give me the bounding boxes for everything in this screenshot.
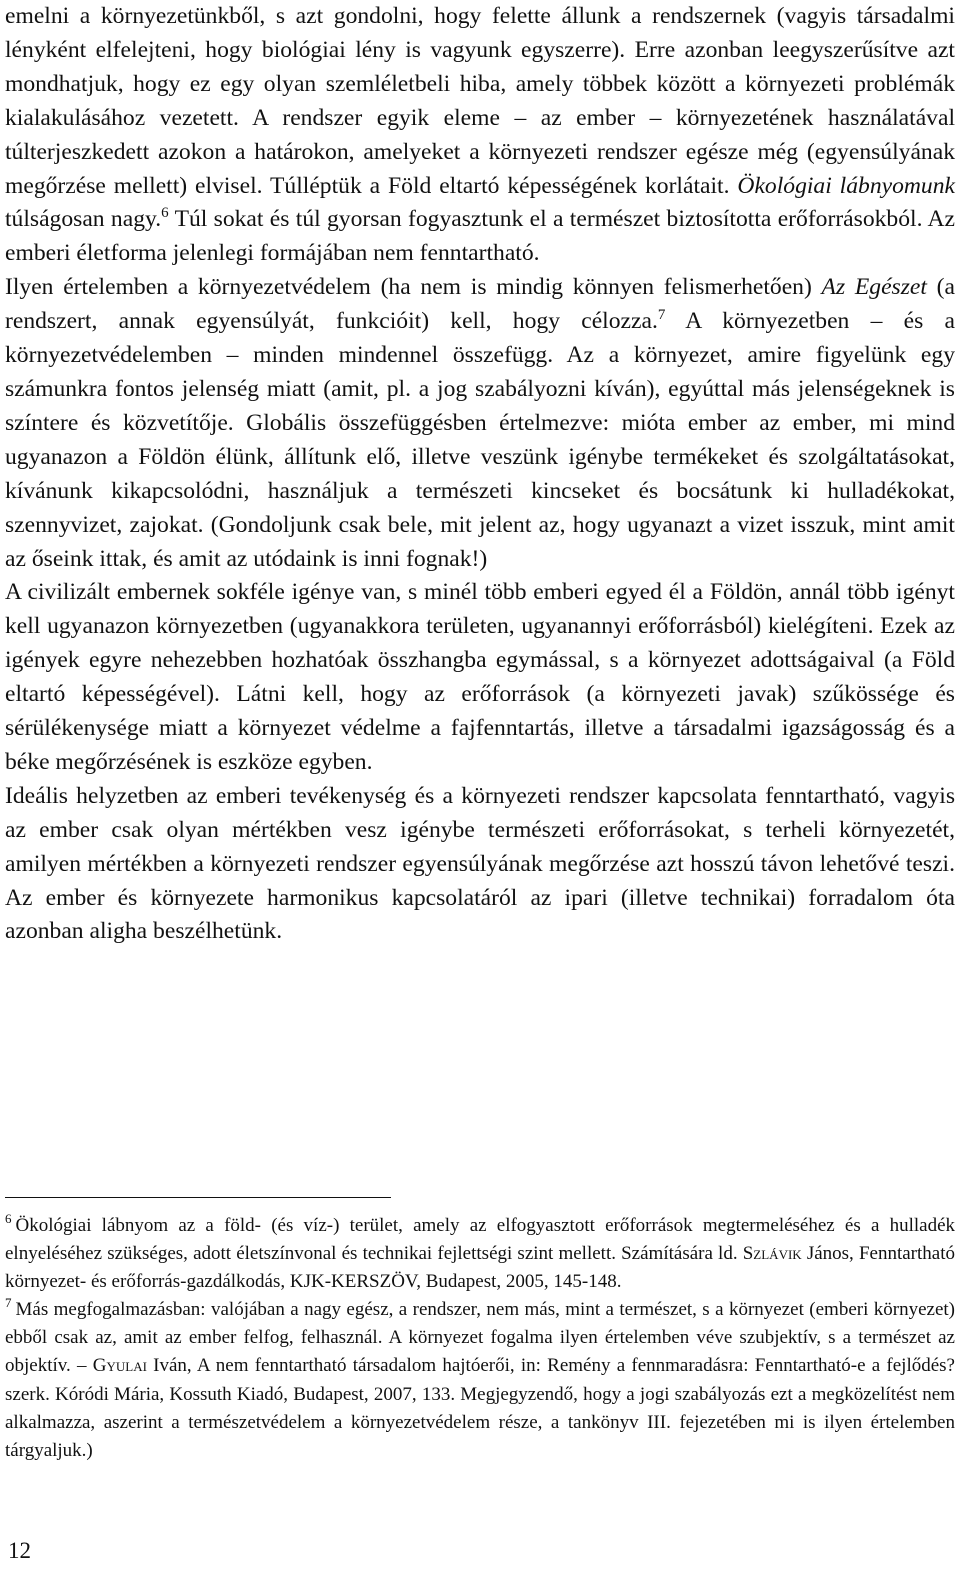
text-run: Ilyen értelemben a környezetvédelem (ha nem is mindig könnyen felismerhetően) <box>5 274 822 301</box>
footnotes <box>5 1212 955 1465</box>
text-run: Ökológiai lábnyom az a föld- (és víz-) terület, amely az elfogyasztott erőforrások megtermeléséhez és a hulladék elnyeléséhez szükséges, adott életszínvonal és technikai fejlettségi szint mellett. Számítására ld. <box>5 1215 955 1265</box>
text-run: (a rendszert, annak egyensúlyát, funkcióit) kell, hogy célozza. <box>5 274 955 335</box>
italic-term: Az Egészet <box>821 274 927 301</box>
paragraph-4 <box>5 780 955 950</box>
author-name: Szlávik <box>742 1243 802 1265</box>
footnote-separator <box>5 1197 391 1198</box>
italic-term: Ökológiai lábnyomunk <box>737 172 955 199</box>
text-run: Túl sokat és túl gyorsan fogyasztunk el a természet biztosította erőforrásokból. Az emberi életforma jelenlegi formájában nem fenntartható. <box>5 206 956 267</box>
main-text <box>5 0 955 949</box>
footnote-reference[interactable]: 7 <box>657 307 666 324</box>
text-run: A környezetben – és a környezetvédelemben – minden mindennel összefügg. Az a környezet, amire figyelünk egy számunkra fontos jelenség miatt (amit, pl. a jog szabályozni kíván), egyúttal más jelenségeknek is színtere és közvetítője. Globális összefüggésben értelmezve: mióta ember az ember, mi mind ugyanazon a Földön élünk, állítunk elő, illetve veszünk igénybe termékeket és szolgáltatásokat, kívánunk kikapcsolódni, használjuk a természeti kincseket és bocsátunk ki hulladékokat, szennyvizet, zajokat. (Gondoljunk csak bele, mit jelent az, hogy ugyanazt a vizet isszuk, mint amit az őseink ittak, és amit az utódaink is inni fognak!) <box>5 308 955 572</box>
text-run: túlságosan nagy. <box>5 206 162 233</box>
paragraph-1 <box>5 0 955 271</box>
text-run: A civilizált embernek sokféle igénye van, s minél több emberi egyed él a Földön, annál több igényt kell ugyanazon környezetben (ugyanakkora területen, ugyanannyi erőforrásból) kielégíteni. Ezek az igények egyre nehezebben hozhatóak összhangba egymással, s a környezet adottságaival (a Föld eltartó képességével). Látni kell, hogy az erőforrások (a környezeti javak) szűkössége és sérülékenysége miatt a környezet védelme a fajfenntartás, illetve a társadalmi igazságosság és a béke megőrzésének is eszköze egyben. <box>5 579 955 775</box>
footnote-6 <box>5 1212 955 1296</box>
paragraph-3 <box>5 576 955 779</box>
text-run: emelni a környezetünkből, s azt gondolni, hogy felette állunk a rendszernek (vagyis társadalmi lényként elfelejteni, hogy biológiai lény is vagyunk egyszerre). Erre azonban leegyszerűsítve azt mondhatjuk, hogy ez egy olyan szemléletbeli hiba, amely többek között a környezeti problémák kialakulásához vezetett. A rendszer egyik eleme – az ember – környezetének használatával túlterjeszkedett azokon a határokon, amelyeket a környezeti rendszer egésze még (egyensúlyának megőrzése mellett) elvisel. Túlléptük a Föld eltartó képességének korlátait. <box>5 3 955 199</box>
paragraph-2 <box>5 271 955 576</box>
footnote-number: 6 <box>5 1211 12 1226</box>
page-number: 12 <box>8 1538 31 1563</box>
footnote-number: 7 <box>5 1295 12 1311</box>
page-body <box>5 0 955 949</box>
text-run: Iván, A nem fenntartható társadalom hajtóerői, in: Remény a fennmaradásra: Fenntartható-e a fejlődés? szerk. Kóródi Mária, Kossuth Kiadó, Budapest, 2007, 133. Megjegyzendő, hogy a jogi szabályozás ezt a megközelítést nem alkalmazza, aszerint a természetvédelem a környezetvédelem része, a tankönyv III. fejezetében mi is ilyen értelemben tárgyaljuk.) <box>5 1355 955 1461</box>
author-name: Gyulai <box>92 1355 147 1377</box>
text-run: Ideális helyzetben az emberi tevékenység és a környezeti rendszer kapcsolata fenntartható, vagyis az ember csak olyan mértékben vesz igénybe természeti erőforrásokat, s terheli környezetét, amilyen mértékben a környezeti rendszer egyensúlyának megőrzése azt hosszú távon lehetővé teszi. Az ember és környezete harmonikus kapcsolatáról az ipari (illetve technikai) forradalom óta azonban aligha beszélhetünk. <box>5 782 955 945</box>
text-run: János, Fenntartható környezet- és erőforrás-gazdálkodás, KJK-KERSZÖV, Budapest, 2005, 145-148. <box>5 1243 955 1293</box>
footnote-7 <box>5 1296 955 1465</box>
footnote-reference[interactable]: 6 <box>161 205 169 222</box>
text-run: Más megfogalmazásban: valójában a nagy egész, a rendszer, nem más, mint a természet, s a környezet (emberi környezet) ebből csak az, amit az ember felfog, felhasznál. A környezet fogalma ilyen értelemben véve szubjektív, s a természet az objektív. – <box>5 1299 955 1377</box>
